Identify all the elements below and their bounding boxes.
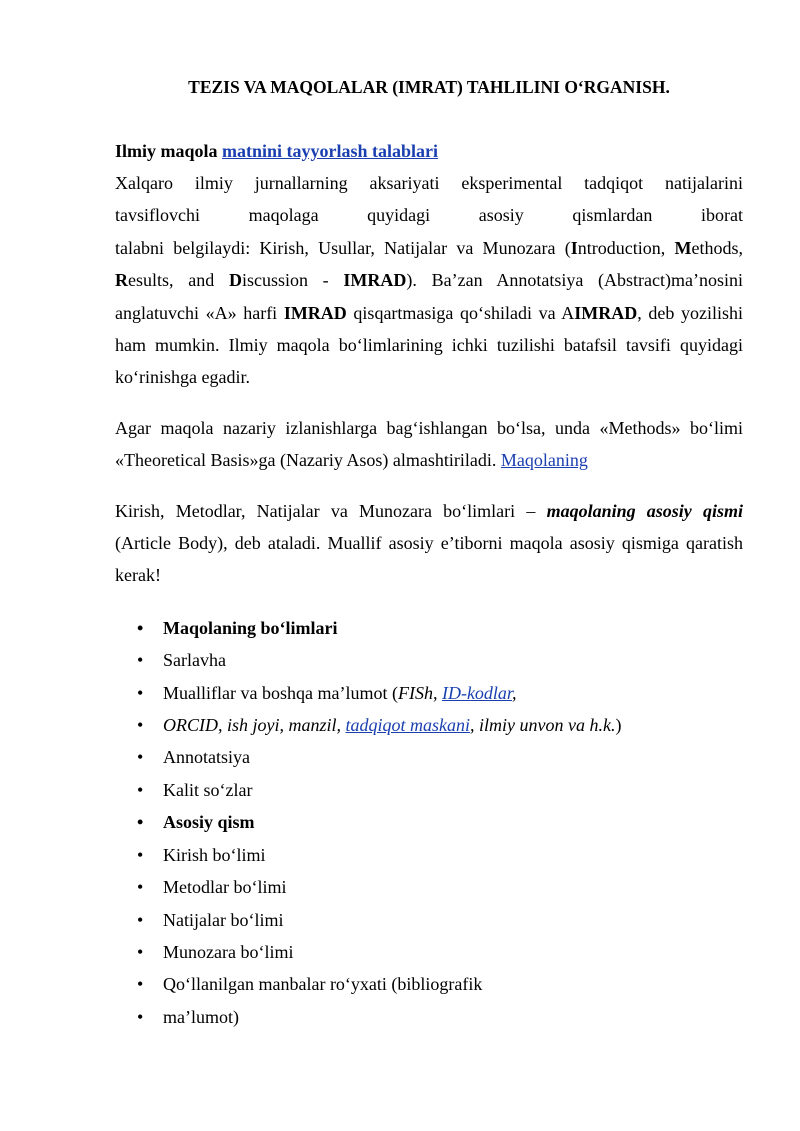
- list-italic: ,: [511, 682, 517, 703]
- p1-bold-i: I: [570, 237, 578, 258]
- p1-bold-imrad: IMRAD: [574, 302, 638, 323]
- section-heading: [115, 139, 743, 163]
- requirements-link[interactable]: matnini tayyorlash talablari: [222, 141, 439, 161]
- paragraph-imrad-line1: [115, 167, 743, 199]
- paragraph-theoretical-basis: [115, 412, 743, 477]
- p2-text: Agar maqola nazariy izlanishlarga bag‘ishlangan bo‘lsa, unda «Methods» bo‘limi «Theoretical Basis»ga (Nazariy Asos) almashtiriladi.: [115, 417, 743, 471]
- list-item: [115, 677, 743, 709]
- p1-line2: tavsiflovchi maqolaga quyidagi asosiy qismlardan iborat: [115, 205, 743, 226]
- research-place-link[interactable]: tadqiqot maskani: [345, 715, 470, 736]
- title-wrap: [57, 76, 800, 98]
- paragraph-imrad: [115, 232, 743, 394]
- p1-bold-m: M: [674, 237, 692, 258]
- p1-text: , deb yozilishi ham mumkin. Ilmiy maqola bo‘limlarining ichki tuzilishi batafsil tavsifi quyidagi ko‘rinishga egadir.: [115, 302, 743, 388]
- p3-text: Kirish, Metodlar, Natijalar va Munozara bo‘limlari –: [115, 500, 547, 521]
- list-italic: ,: [432, 682, 442, 703]
- p1-text: iscussion -: [241, 270, 344, 291]
- list-text: Mualliflar va boshqa ma’lumot (: [163, 682, 398, 703]
- p1-text: ethods,: [691, 237, 743, 258]
- p3-bold-italic: maqolaning asosiy qismi: [546, 500, 743, 521]
- p1-text: qisqartmasiga qo‘shiladi va A: [346, 302, 575, 323]
- list-item: • Maqolaning bo‘limlari: [115, 612, 743, 644]
- list-text: ): [615, 715, 622, 736]
- list-italic: , ilmiy unvon va h.k.: [470, 715, 616, 736]
- list-italic: ORCID, ish joyi, manzil,: [163, 715, 346, 736]
- p1-bold-r: R: [115, 270, 128, 291]
- list-item: • Asosiy qism: [115, 806, 743, 838]
- p1-bold-d: D: [228, 270, 242, 291]
- list-item: • Kalit so‘zlar: [115, 774, 743, 806]
- list-italic: FISh: [397, 682, 433, 703]
- list-item: [115, 709, 743, 741]
- list-item: • ma’lumot): [115, 1001, 743, 1033]
- paragraph-article-body: [115, 495, 743, 592]
- list-item: • Metodlar bo‘limi: [115, 871, 743, 903]
- id-codes-link[interactable]: ID-kodlar: [441, 682, 512, 703]
- list-item: • Kirish bo‘limi: [115, 839, 743, 871]
- p1-line1: Xalqaro ilmiy jurnallarning aksariyati eksperimental tadqiqot natijalarini: [115, 173, 743, 193]
- sections-list: [115, 612, 743, 1033]
- heading-lead: Ilmiy maqola: [115, 141, 218, 161]
- page-title: TEZIS VA MAQOLALAR (IMRAT) TAHLILINI O‘RGANISH.: [188, 77, 670, 97]
- maqolaning-link[interactable]: Maqolaning: [500, 450, 588, 471]
- list-item: • Natijalar bo‘limi: [115, 904, 743, 936]
- p1-text: esults, and: [128, 270, 229, 291]
- list-item: • Qo‘llanilgan manbalar ro‘yxati (bibliografik: [115, 968, 743, 1000]
- p1-bold-imrad: IMRAD: [343, 270, 407, 291]
- p1-text: ). Ba’zan Annotatsiya (Abstract)ma’nosini anglatuvchi «A» harfi: [115, 270, 743, 323]
- paragraph-imrad-line2: [115, 199, 743, 231]
- p1-bold-imrad: IMRAD: [283, 302, 347, 323]
- list-item: • Sarlavha: [115, 644, 743, 676]
- list-item: • Annotatsiya: [115, 741, 743, 773]
- p1-text: ntroduction,: [577, 237, 675, 258]
- p1-text: talabni belgilaydi: Kirish, Usullar, Natijalar va Munozara (: [115, 237, 571, 258]
- p3-text: (Article Body), deb ataladi. Muallif asosiy e’tiborni maqola asosiy qismiga qaratish kerak!: [115, 533, 743, 586]
- list-item: • Munozara bo‘limi: [115, 936, 743, 968]
